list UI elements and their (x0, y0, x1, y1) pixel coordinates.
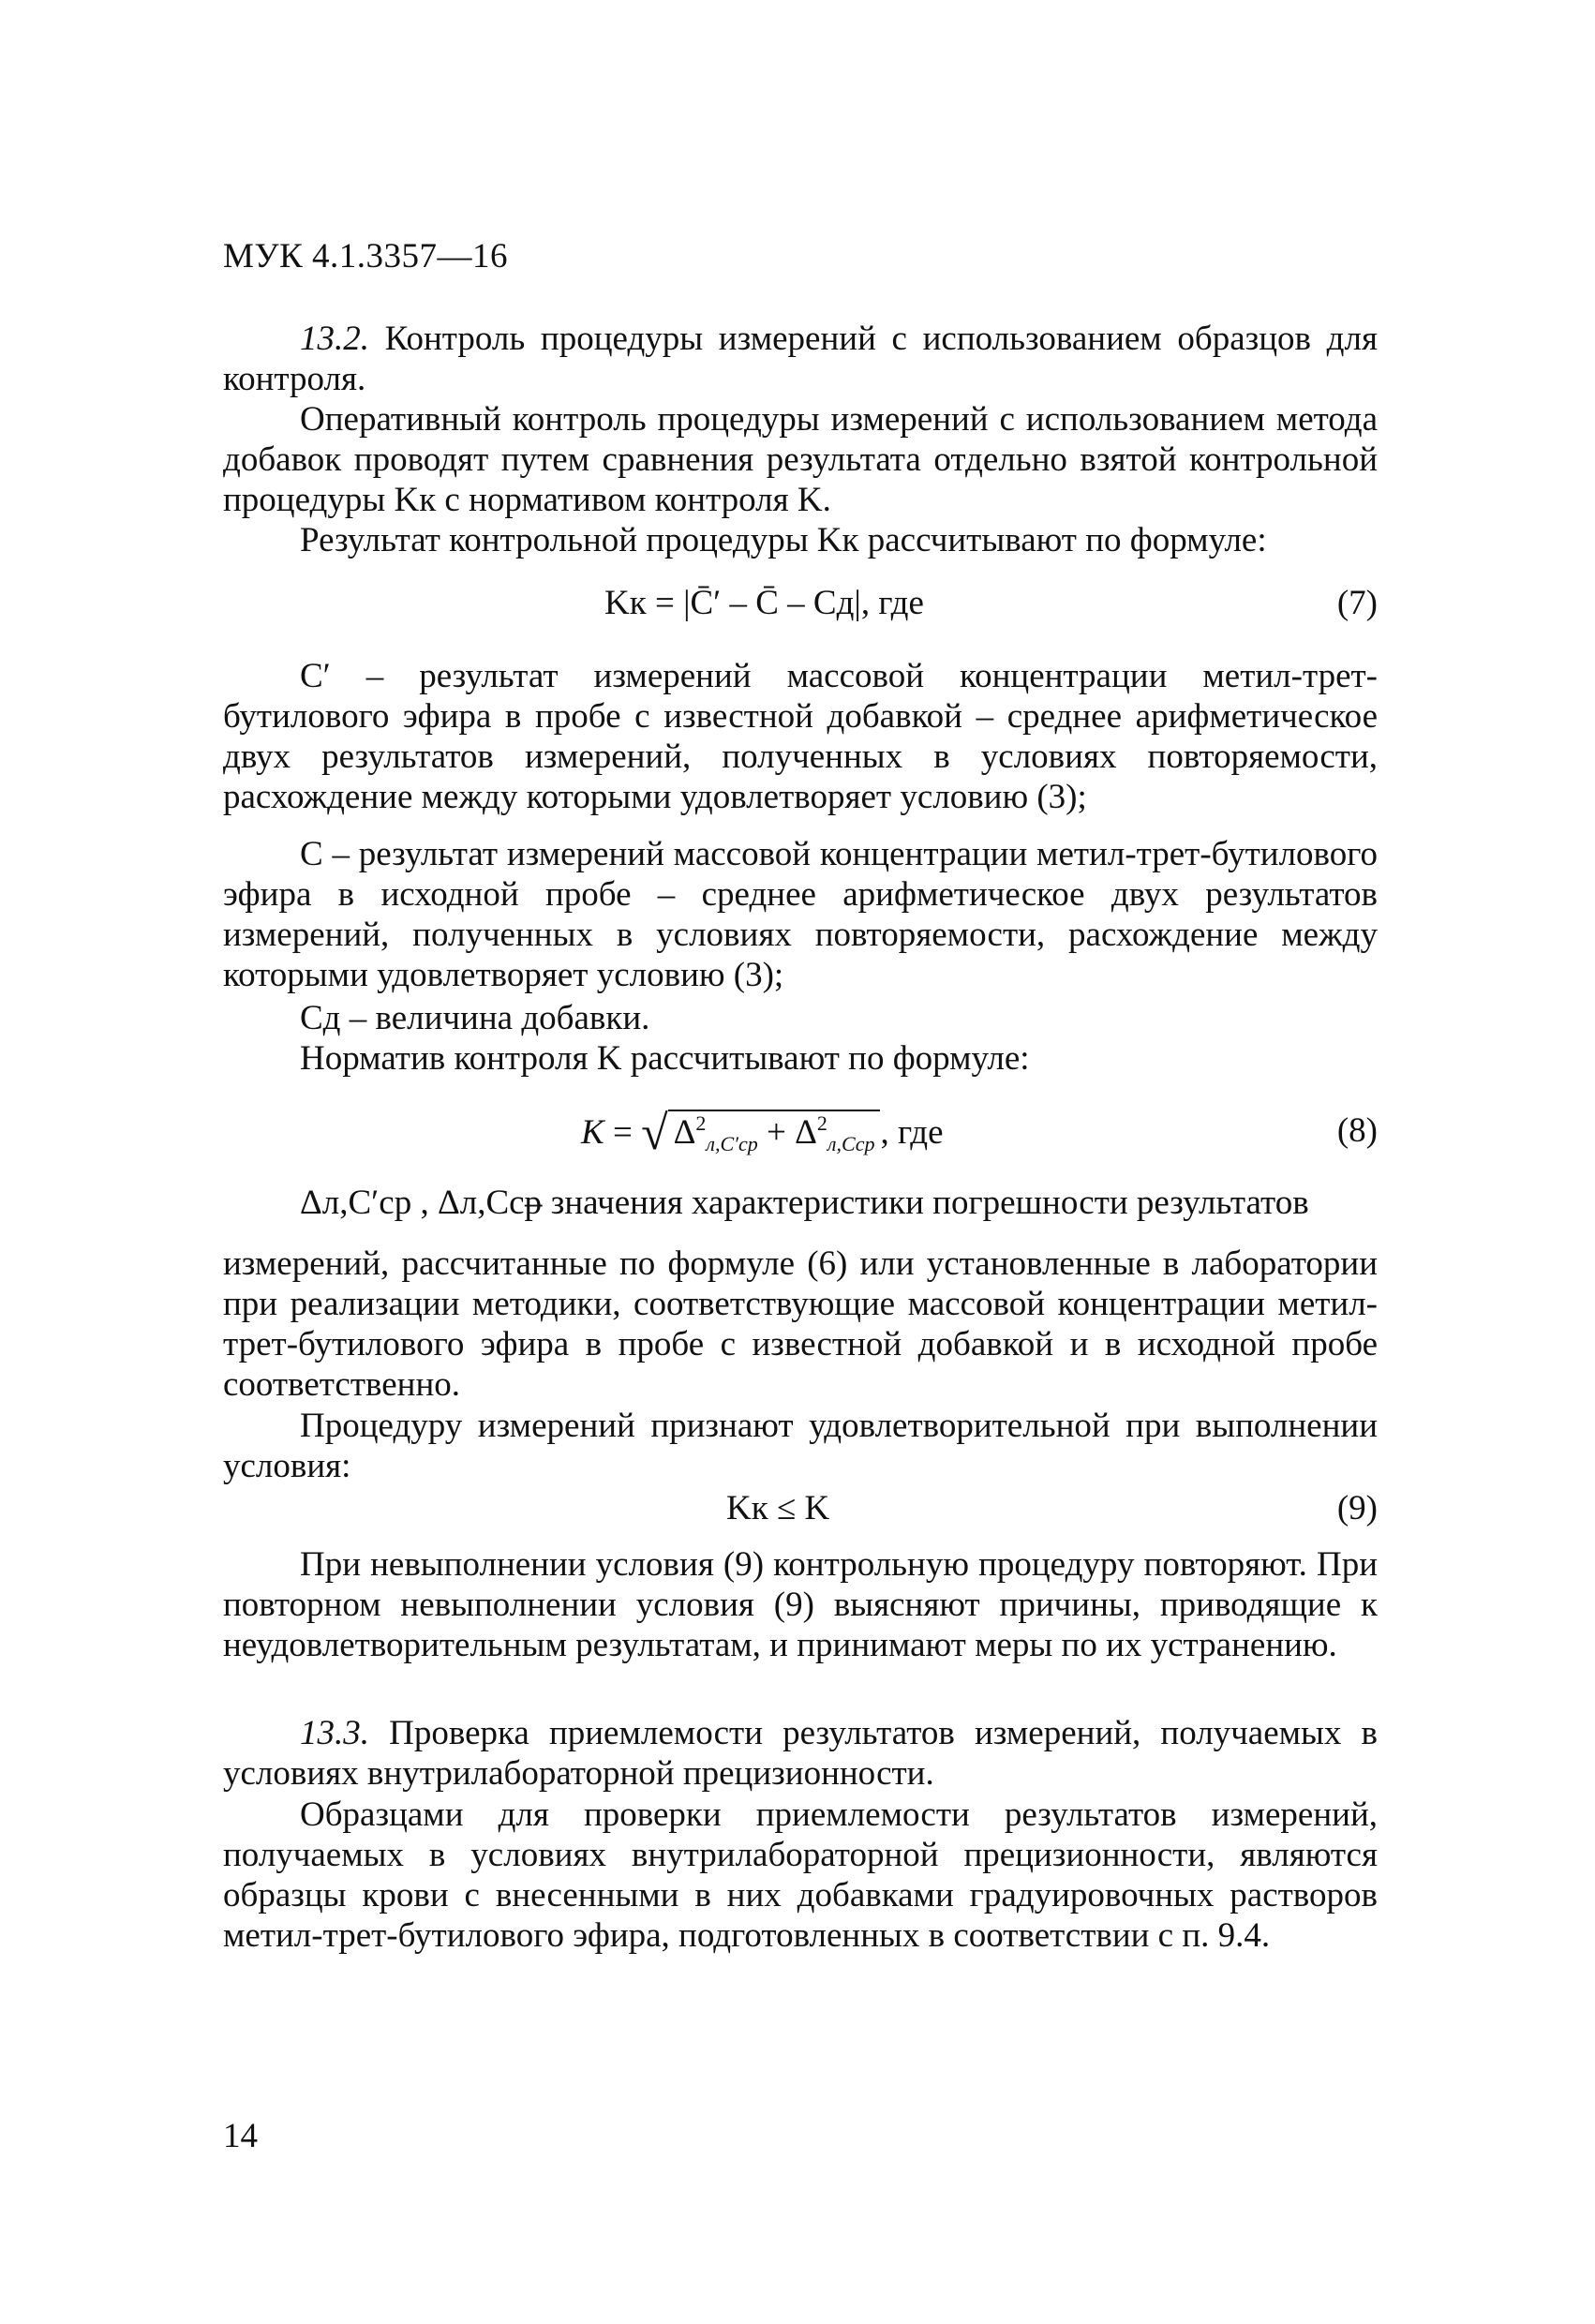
paragraph-formula-intro: Результат контрольной процедуры Kк рассчитывают по формуле: (300, 521, 1267, 559)
section-13-2-heading (223, 319, 1378, 399)
equation-9-number: (9) (1336, 1489, 1378, 1527)
paragraph-operational-control: Оперативный контроль процедуры измерений с использованием метода добавок проводят путем сравнения результата отдельно взятой контрольной процедуры Kк с нормативом контроля K. (223, 400, 1378, 519)
paragraph-satisfactory-condition: Процедуру измерений признают удовлетворительной при выполнении условия: (223, 1407, 1378, 1485)
equation-9: Kк ≤ K (726, 1489, 830, 1527)
section-number: 13.3. (300, 1714, 369, 1752)
definition-delta-body: измерений, рассчитанные по формуле (6) или установленные в лаборатории при реализации методики, соответствующие массовой концентрации метил-трет-бутилового эфира в пробе с известной добавкой и в исходной пробе соответственно. (223, 1244, 1378, 1404)
section-title: Проверка приемлемости результатов измерений, получаемых в условиях внутрилабораторной прецизионности. (223, 1714, 1378, 1793)
equation-8-suffix: , где (880, 1113, 944, 1152)
definition-c-mean: C – результат измерений массовой концентрации метил-трет-бутилового эфира в исходной пробе – среднее арифметическое двух результатов измерений, полученных в условиях повторяемости, расхождение между которыми удовлетворяет условию (3); (223, 835, 1378, 994)
paragraph-repeat-procedure: При невыполнении условия (9) контрольную процедуру повторяют. При повторном невыполнении условия (9) выясняют причины, приводящие к неудовлетворительным результатам, и принимают меры по их устранению. (223, 1545, 1378, 1664)
paragraph-norm-intro: Норматив контроля K рассчитывают по формуле: (300, 1039, 1030, 1078)
section-title: Контроль процедуры измерений с использованием образцов для контроля. (223, 320, 1378, 398)
section-13-3-heading (223, 1713, 1378, 1794)
document-code: МУК 4.1.3357—16 (223, 237, 509, 276)
page-number: 14 (223, 2117, 258, 2155)
definition-c-prime: C′ – результат измерений массовой концентрации метил-трет-бутилового эфира в пробе с известной добавкой – среднее арифметическое двух результатов измерений, полученных в условиях повторяемости, расхождение между которыми удовлетворяет условию (3); (223, 657, 1378, 816)
equation-8: K = √ $\Delta^2_{л,C'ср} + \Delta^2_{л,Cср}$ , где (581, 1107, 944, 1160)
section-number: 13.2. (300, 320, 369, 358)
definition-c-addition: Cд – величина добавки. (300, 999, 650, 1037)
equation-7-number: (7) (1336, 584, 1378, 622)
equation-7: Kк = |C̄′ – C̄ – Cд|, где (604, 584, 924, 622)
paragraph-samples: Образцами для проверки приемлемости результатов измерений, получаемых в условиях внутрилабораторной прецизионности, являются образцы крови с внесенными в них добавками градуировочных растворов метил-трет-бутилового эфира, подготовленных в соответствии с п. 9.4. (223, 1795, 1378, 1955)
definition-delta-symbols: Δл,C′ср , Δл,Cср (300, 1184, 543, 1222)
equation-8-number: (8) (1336, 1111, 1378, 1150)
definition-delta-head: – значения характеристики погрешности результатов (525, 1184, 1309, 1222)
